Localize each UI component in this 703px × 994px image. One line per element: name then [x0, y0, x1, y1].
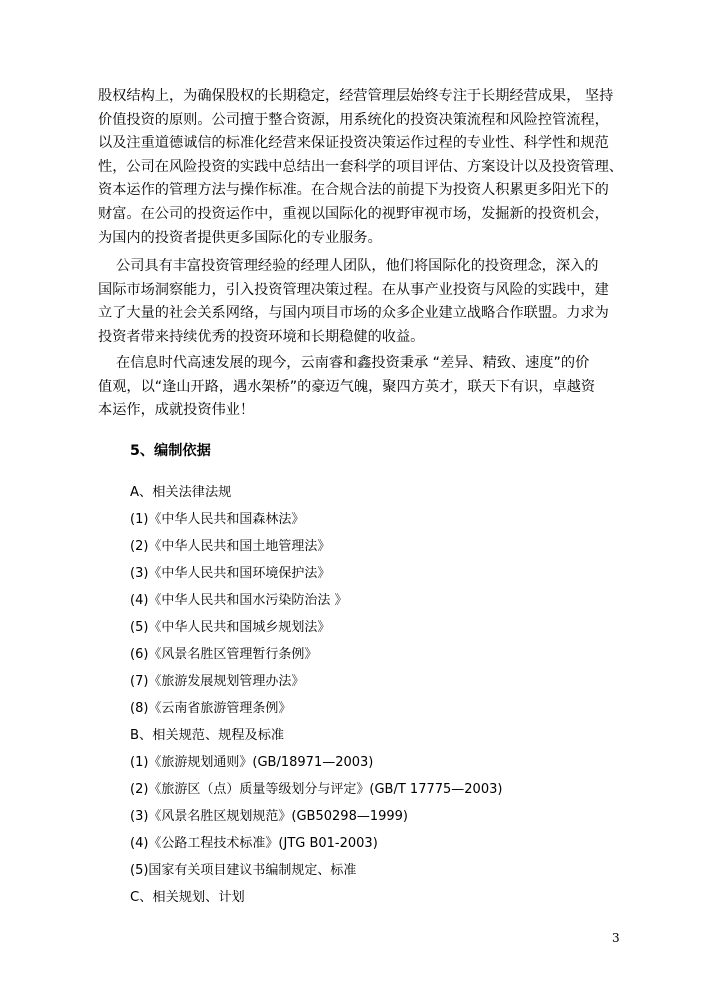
page-number: 3 [612, 931, 620, 945]
text-line: 资本运作的管理方法与操作标准。在合规合法的前提下为投资人积累更多阳光下的 [98, 182, 609, 199]
paragraph-company-structure [98, 85, 623, 250]
basis-list [130, 479, 502, 911]
list-item: (8)《云南省旅游管理条例》 [130, 701, 292, 716]
section-heading: 5、编制依据 [130, 443, 211, 459]
text-line: 立了大量的社会关系网络，与国内项目市场的众多企业建立战略合作联盟。力求为 [98, 305, 609, 322]
list-section-b: B、相关规范、规程及标准 [130, 728, 285, 743]
text-line: 公司具有丰富投资管理经验的经理人团队，他们将国际化的投资理念，深入的 [98, 258, 599, 274]
list-item: (1)《中华人民共和国森林法》 [130, 512, 305, 527]
list-item: (5)《中华人民共和国城乡规划法》 [130, 620, 331, 635]
text-line: 在信息时代高速发展的现今，云南睿和鑫投资秉承 “差异、精致、速度”的价 [98, 355, 590, 371]
list-item: (1)《旅游规划通则》(GB/18971—2003) [130, 755, 374, 770]
list-section-a: A、相关法律法规 [130, 485, 232, 500]
paragraph-values [98, 352, 620, 423]
list-item: (2)《中华人民共和国土地管理法》 [130, 539, 331, 554]
text-line: 国际市场洞察能力，引入投资管理决策过程。在从事产业投资与风险的实践中，建 [98, 281, 609, 298]
text-line: 财富。在公司的投资运作中，重视以国际化的视野审视市场，发掘新的投资机会， [98, 205, 609, 222]
text-line: 股权结构上，为确保股权的长期稳定，经营管理层始终专注于长期经营成果， 坚持 [98, 88, 614, 104]
list-item: (3)《中华人民共和国环境保护法》 [130, 566, 331, 581]
text-line: 价值投资的原则。公司擅于整合资源，用系统化的投资决策流程和风险控管流程， [98, 111, 609, 128]
list-item: (4)《中华人民共和国水污染防治法 》 [130, 593, 348, 608]
list-item: (6)《风景名胜区管理暂行条例》 [130, 647, 318, 662]
list-section-c: C、相关规划、计划 [130, 890, 245, 905]
text-line: 投资者带来持续优秀的投资环境和长期稳健的收益。 [98, 328, 425, 345]
list-item: (3)《风景名胜区规划规范》(GB50298—1999) [130, 809, 408, 824]
text-line: 性，公司在风险投资的实践中总结出一套科学的项目评估、方案设计以及投资管理、 [98, 158, 623, 175]
list-item: (4)《公路工程技术标准》(JTG B01-2003) [130, 836, 378, 851]
list-item: (5)国家有关项目建议书编制规定、标准 [130, 863, 357, 878]
list-item: (7)《旅游发展规划管理办法》 [130, 674, 305, 689]
text-line: 为国内的投资者提供更多国际化的专业服务。 [98, 229, 382, 246]
list-item: (2)《旅游区（点）质量等级划分与评定》(GB/T 17775—2003) [130, 782, 503, 797]
paragraph-management-team [98, 255, 620, 349]
text-line: 本运作，成就投资伟业！ [98, 402, 255, 419]
text-line: 值观，以“逢山开路，遇水架桥”的豪迈气魄，聚四方英才，联天下有识，卓越资 [98, 378, 596, 395]
text-line: 以及注重道德诚信的标准化经营来保证投资决策运作过程的专业性、科学性和规范 [98, 135, 609, 152]
